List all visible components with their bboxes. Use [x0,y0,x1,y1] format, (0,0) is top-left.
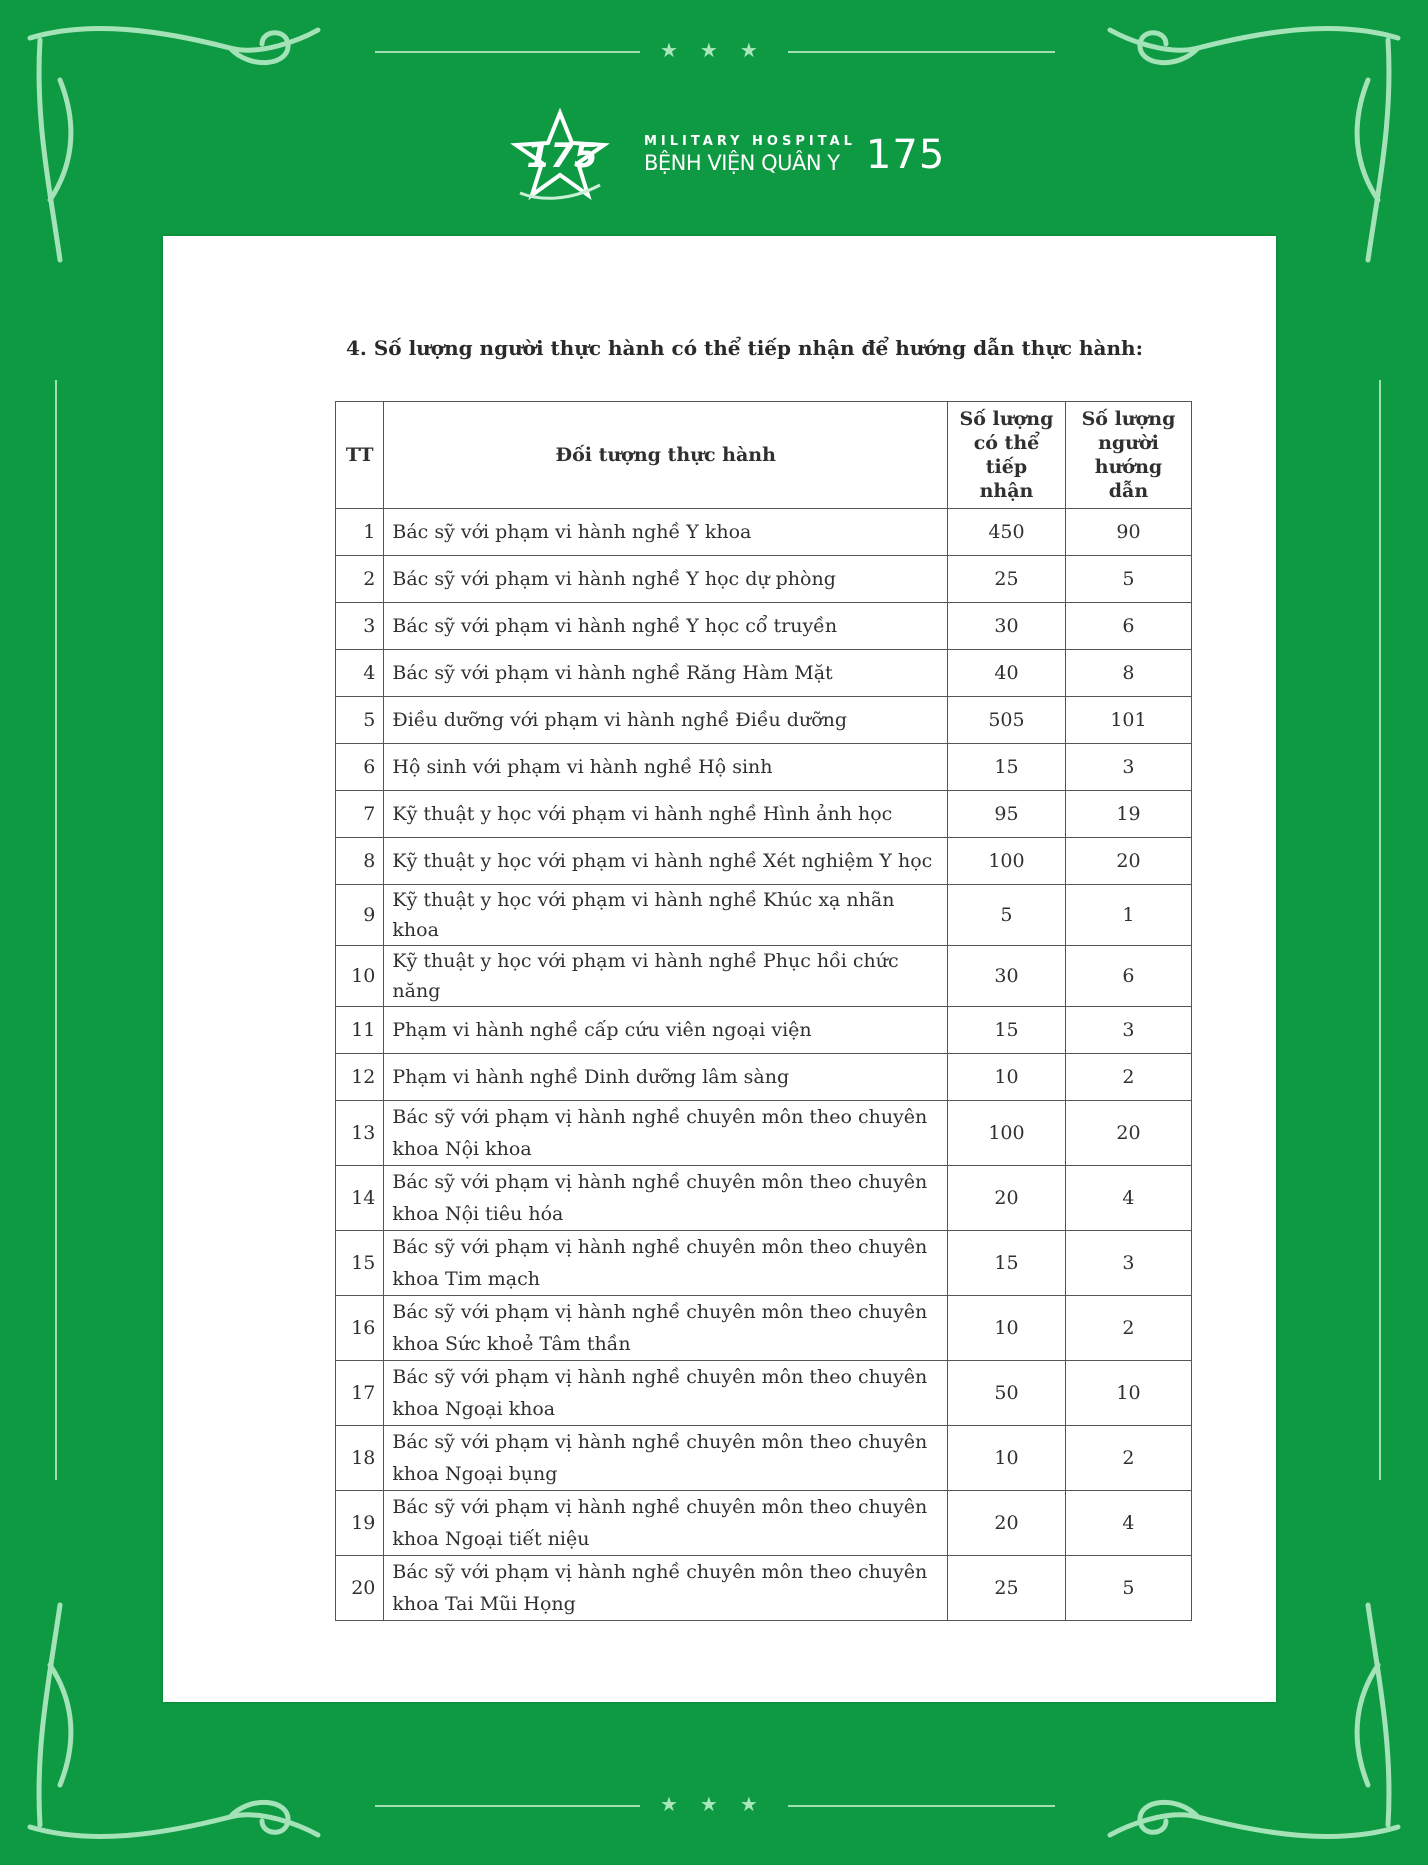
cell-object-line: Bác sỹ với phạm vi hành nghề Y khoa [392,521,752,543]
cell-instructors: 8 [1065,650,1191,697]
header-capacity-line: có thể [973,432,1040,454]
cell-object [384,697,948,744]
cell-object [384,1007,948,1054]
cell-object-line: Kỹ thuật y học với phạm vi hành nghề Phục hồi chức năng [392,950,899,1002]
cell-capacity: 40 [947,650,1065,697]
cell-object-line: Bác sỹ với phạm vi hành nghề Y học cổ truyền [392,615,838,637]
cell-capacity: 20 [947,1166,1065,1231]
cell-tt: 16 [336,1296,384,1361]
logo-mark-text: 175 [526,136,598,176]
cell-instructors: 2 [1065,1054,1191,1101]
cell-instructors: 4 [1065,1166,1191,1231]
header-object: Đối tượng thực hành [384,402,948,509]
top-stars-ornament: ★★★ [660,38,780,62]
cell-tt: 13 [336,1101,384,1166]
document-page [163,236,1276,1702]
cell-capacity: 50 [947,1361,1065,1426]
header-tt: TT [336,402,384,509]
table-body [336,509,1192,1621]
cell-object-line: Điều dưỡng với phạm vi hành nghề Điều dưỡng [392,709,848,731]
table-row [336,946,1192,1007]
cell-object-line: Bác sỹ với phạm vị hành nghề chuyên môn theo chuyên [392,1171,928,1193]
cell-object-line: Bác sỹ với phạm vị hành nghề chuyên môn theo chuyên [392,1301,928,1323]
cell-object-line: khoa Ngoại khoa [392,1398,556,1420]
cell-tt: 17 [336,1361,384,1426]
cell-instructors: 2 [1065,1296,1191,1361]
cell-instructors: 6 [1065,603,1191,650]
header-instructors-line: Số lượng [1081,408,1176,430]
cell-capacity: 100 [947,838,1065,885]
cell-capacity: 10 [947,1054,1065,1101]
cell-tt: 10 [336,946,384,1007]
table-header-row [336,402,1192,509]
cell-capacity: 15 [947,744,1065,791]
cell-object [384,1231,948,1296]
cell-capacity: 30 [947,603,1065,650]
cell-instructors: 6 [1065,946,1191,1007]
cell-instructors: 20 [1065,838,1191,885]
cell-tt: 5 [336,697,384,744]
cell-object [384,556,948,603]
cell-instructors: 1 [1065,885,1191,946]
cell-object-line: Bác sỹ với phạm vi hành nghề Y học dự phòng [392,568,836,590]
cell-object-line: khoa Nội tiêu hóa [392,1203,564,1225]
cell-tt: 14 [336,1166,384,1231]
cell-instructors: 20 [1065,1101,1191,1166]
cell-capacity: 450 [947,509,1065,556]
cell-object-line: Bác sỹ với phạm vị hành nghề chuyên môn theo chuyên [392,1106,928,1128]
cell-object [384,603,948,650]
cell-tt: 11 [336,1007,384,1054]
cell-instructors: 19 [1065,791,1191,838]
header-capacity [947,402,1065,509]
cell-capacity: 30 [947,946,1065,1007]
table-row [336,1556,1192,1621]
cell-tt: 8 [336,838,384,885]
cell-object [384,1166,948,1231]
cell-tt: 6 [336,744,384,791]
header-instructors-line: người [1098,432,1159,454]
bottom-stars-ornament: ★★★ [660,1792,780,1816]
cell-instructors: 3 [1065,1231,1191,1296]
cell-object-line: Bác sỹ với phạm vị hành nghề chuyên môn theo chuyên [392,1431,928,1453]
cell-tt: 7 [336,791,384,838]
cell-object-line: Bác sỹ với phạm vị hành nghề chuyên môn theo chuyên [392,1561,928,1583]
section-title: 4. Số lượng người thực hành có thể tiếp nhận để hướng dẫn thực hành: [346,336,1143,360]
cell-capacity: 505 [947,697,1065,744]
cell-object-line: khoa Tai Mũi Họng [392,1593,576,1615]
cell-capacity: 5 [947,885,1065,946]
table-row [336,1491,1192,1556]
logo-english-name: MILITARY HOSPITAL [644,134,856,149]
cell-tt: 12 [336,1054,384,1101]
table-row [336,650,1192,697]
cell-instructors: 101 [1065,697,1191,744]
table-row [336,1361,1192,1426]
table-row [336,1054,1192,1101]
cell-object-line: khoa Tim mạch [392,1268,540,1290]
cell-instructors: 3 [1065,1007,1191,1054]
star-emblem-icon [500,105,630,205]
cell-instructors: 5 [1065,556,1191,603]
table-row [336,838,1192,885]
cell-capacity: 10 [947,1296,1065,1361]
cell-tt: 20 [336,1556,384,1621]
cell-instructors: 2 [1065,1426,1191,1491]
cell-object-line: khoa Ngoại tiết niệu [392,1528,590,1550]
cell-object [384,946,948,1007]
cell-object [384,838,948,885]
cell-object-line: Kỹ thuật y học với phạm vi hành nghề Hình ảnh học [392,803,893,825]
table-row [336,1101,1192,1166]
hospital-logo [500,100,945,210]
cell-tt: 4 [336,650,384,697]
cell-tt: 9 [336,885,384,946]
cell-object-line: Kỹ thuật y học với phạm vi hành nghề Khúc xạ nhãn khoa [392,889,895,941]
cell-instructors: 10 [1065,1361,1191,1426]
cell-capacity: 15 [947,1231,1065,1296]
cell-object [384,791,948,838]
table-row [336,885,1192,946]
header-capacity-line: Số lượng [959,408,1054,430]
cell-capacity: 20 [947,1491,1065,1556]
cell-object-line: Hộ sinh với phạm vi hành nghề Hộ sinh [392,756,773,778]
cell-instructors: 90 [1065,509,1191,556]
logo-vietnamese-name: BỆNH VIỆN QUÂN Y [644,151,840,175]
table-row [336,697,1192,744]
cell-tt: 18 [336,1426,384,1491]
cell-object [384,1556,948,1621]
table-row [336,556,1192,603]
cell-object-line: Bác sỹ với phạm vị hành nghề chuyên môn theo chuyên [392,1366,928,1388]
cell-object-line: khoa Nội khoa [392,1138,532,1160]
table-row [336,791,1192,838]
cell-object-line: Bác sỹ với phạm vi hành nghề Răng Hàm Mặt [392,662,833,684]
cell-object-line: Bác sỹ với phạm vị hành nghề chuyên môn theo chuyên [392,1236,928,1258]
table-row [336,1007,1192,1054]
cell-object-line: khoa Sức khoẻ Tâm thần [392,1333,631,1355]
cell-object [384,1054,948,1101]
table-row [336,1231,1192,1296]
cell-object [384,1491,948,1556]
cell-tt: 19 [336,1491,384,1556]
table-row [336,1166,1192,1231]
cell-object-line: khoa Ngoại bụng [392,1463,558,1485]
cell-capacity: 95 [947,791,1065,838]
cell-object [384,1361,948,1426]
cell-object-line: Phạm vi hành nghề cấp cứu viên ngoại viện [392,1019,812,1041]
table-row [336,603,1192,650]
cell-capacity: 10 [947,1426,1065,1491]
cell-capacity: 25 [947,1556,1065,1621]
cell-object [384,1101,948,1166]
cell-instructors: 5 [1065,1556,1191,1621]
cell-tt: 2 [336,556,384,603]
cell-tt: 15 [336,1231,384,1296]
cell-capacity: 25 [947,556,1065,603]
cell-capacity: 15 [947,1007,1065,1054]
table-row [336,509,1192,556]
table-row [336,1296,1192,1361]
table-row [336,744,1192,791]
cell-object [384,650,948,697]
cell-object-line: Phạm vi hành nghề Dinh dưỡng lâm sàng [392,1066,790,1088]
practice-capacity-table [335,401,1192,1621]
header-instructors [1065,402,1191,509]
cell-object [384,509,948,556]
header-capacity-line: tiếp nhận [979,456,1034,502]
cell-instructors: 4 [1065,1491,1191,1556]
cell-tt: 3 [336,603,384,650]
cell-object [384,885,948,946]
table-row [336,1426,1192,1491]
logo-number: 175 [865,132,946,178]
cell-tt: 1 [336,509,384,556]
header-instructors-line: hướng dẫn [1094,456,1163,502]
cell-capacity: 100 [947,1101,1065,1166]
cell-object-line: Kỹ thuật y học với phạm vi hành nghề Xét nghiệm Y học [392,850,933,872]
cell-object [384,1426,948,1491]
cell-object [384,744,948,791]
cell-object-line: Bác sỹ với phạm vị hành nghề chuyên môn theo chuyên [392,1496,928,1518]
cell-instructors: 3 [1065,744,1191,791]
cell-object [384,1296,948,1361]
